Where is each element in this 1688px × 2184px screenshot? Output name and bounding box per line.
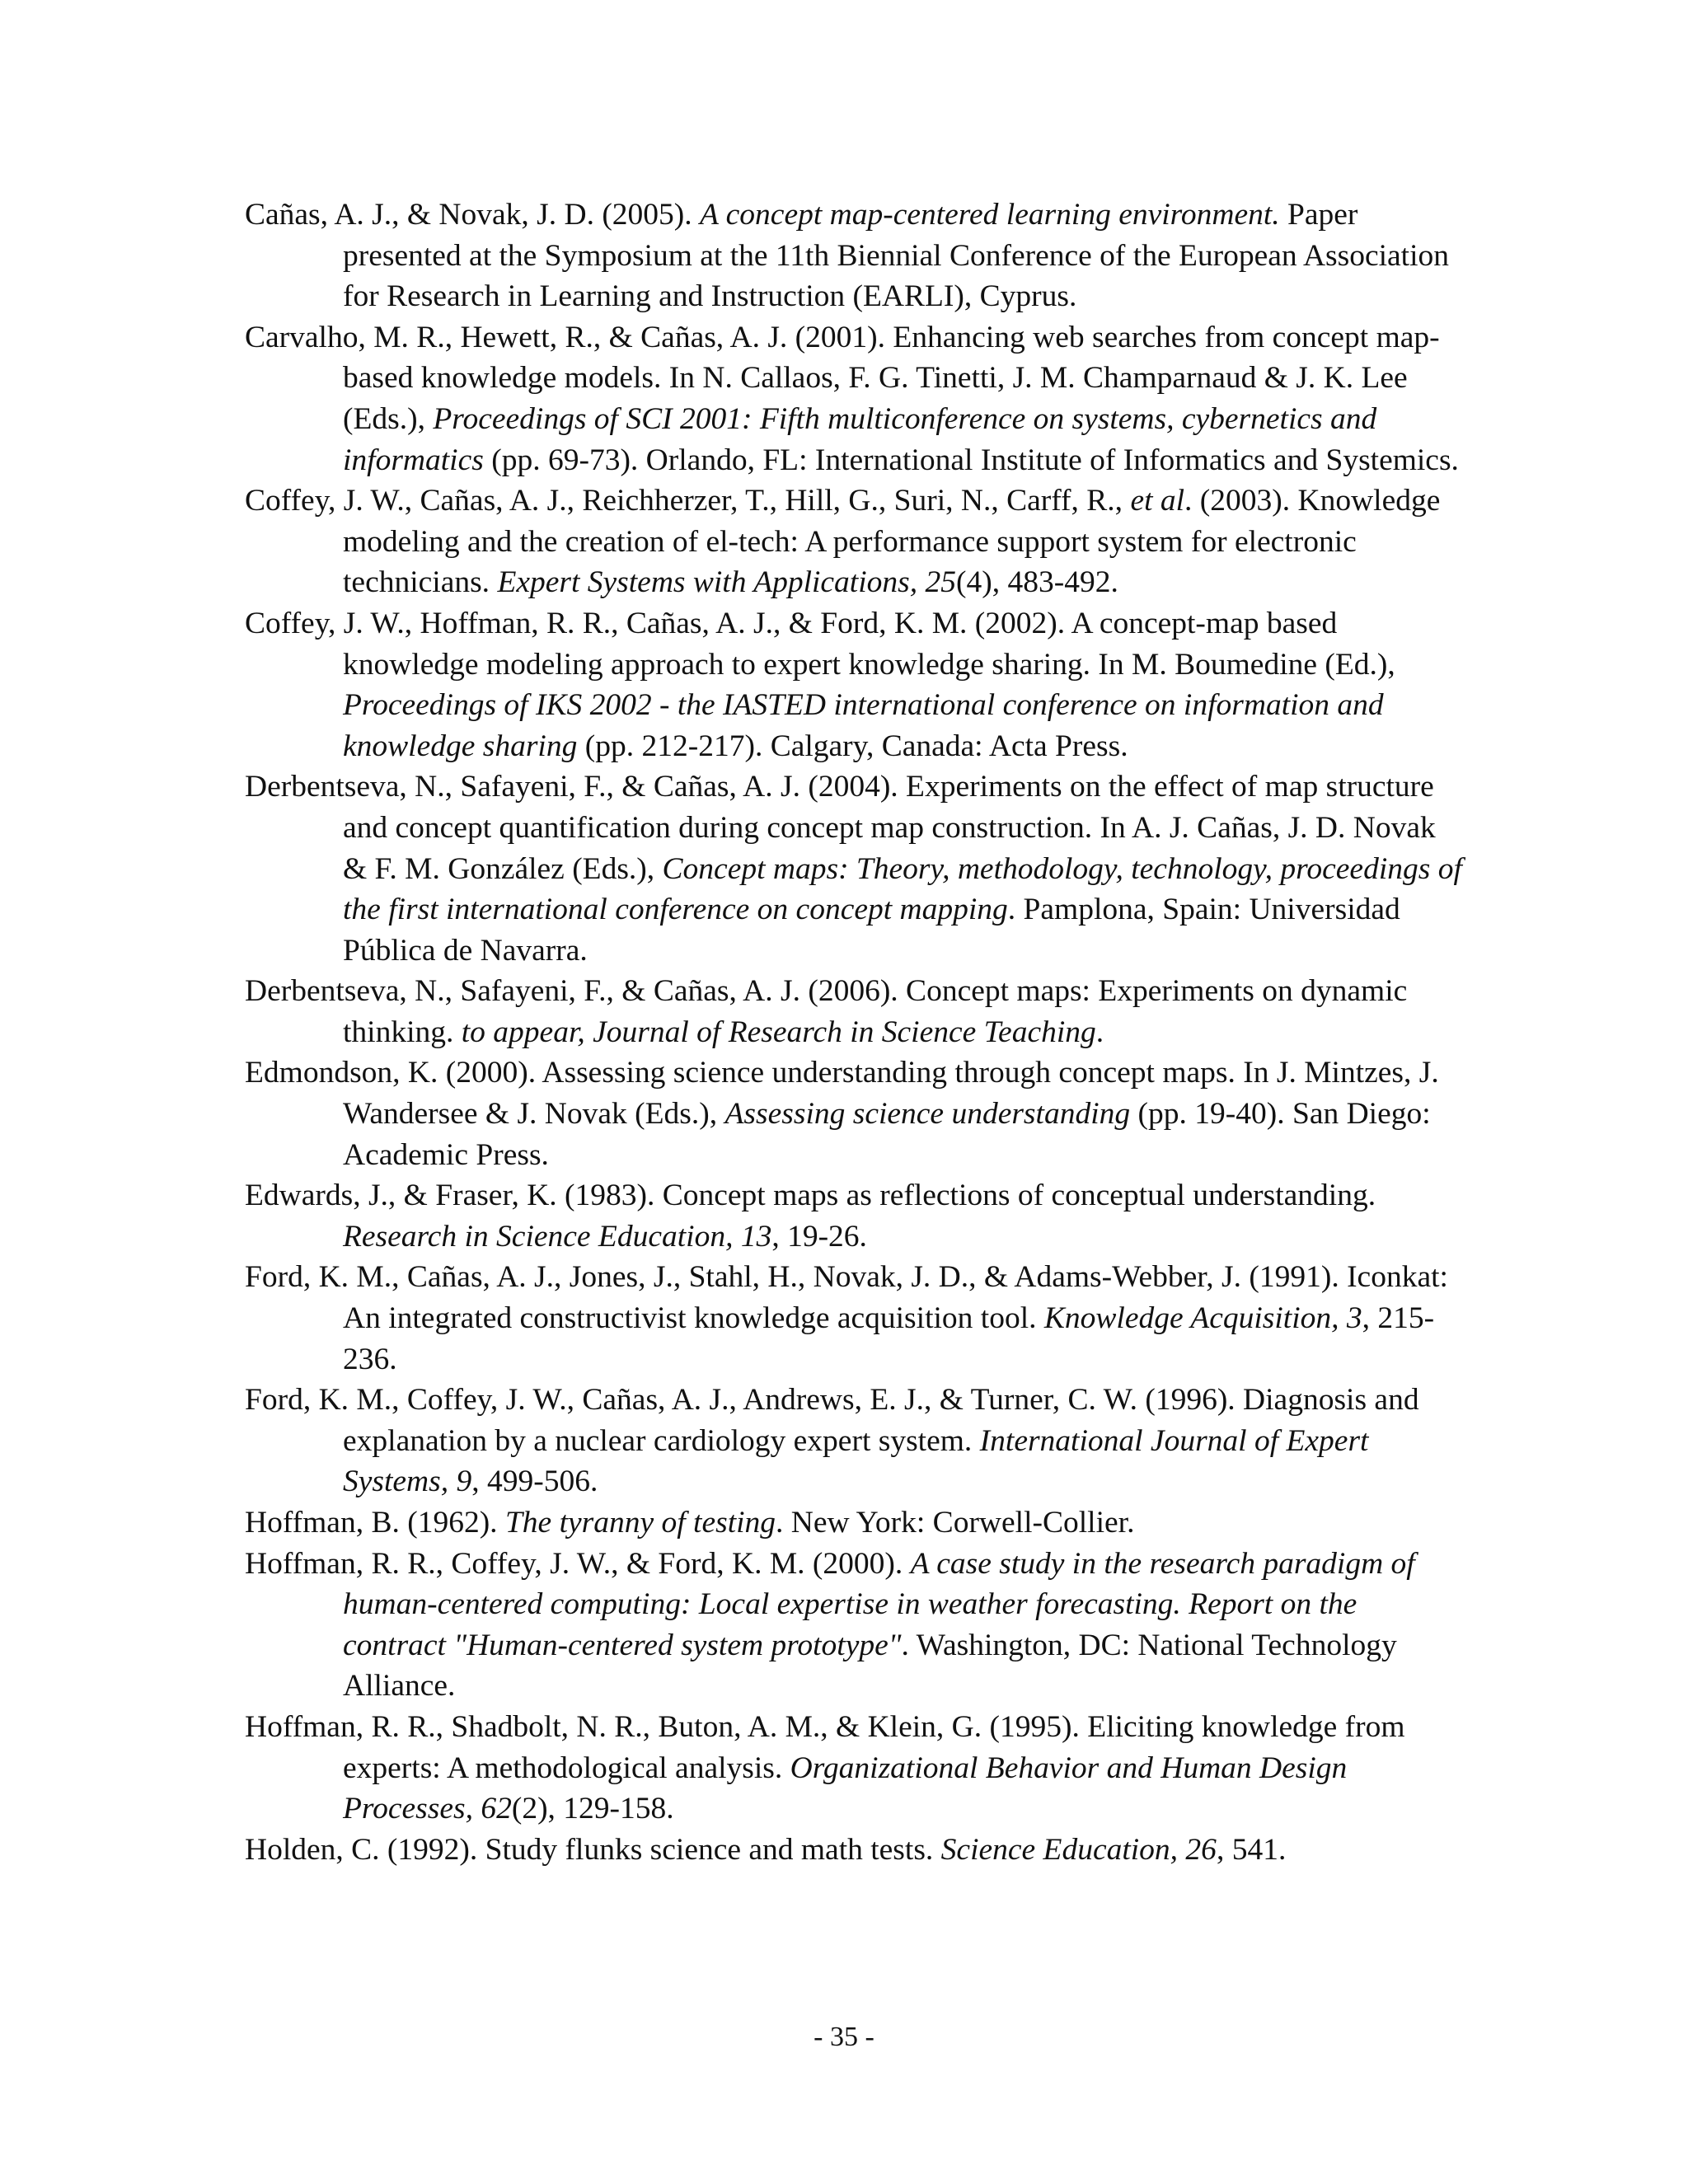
reference-title: Proceedings of SCI 2001: Fifth multiconference on systems, cybernetics and informatics	[343, 401, 1377, 477]
reference-title: et al	[1130, 484, 1185, 518]
reference-entry	[245, 1707, 1463, 1830]
reference-text: . Washington, DC: National Technology Alliance.	[343, 1628, 1397, 1704]
reference-text: Holden, C. (1992). Study flunks science and math tests.	[245, 1832, 941, 1867]
reference-text: Carvalho, M. R., Hewett, R., & Cañas, A. J. (2001). Enhancing web searches from concept map-based knowledge models. In N. Callaos, F. G. Tinetti, J. M. Champarnaud & J. K. Lee (Eds.),	[245, 320, 1440, 436]
reference-entry	[245, 603, 1463, 766]
reference-title: Concept maps: Theory, methodology, technology, proceedings of the first international conference on concept mapping	[343, 851, 1462, 927]
reference-text: Coffey, J. W., Hoffman, R. R., Cañas, A. J., & Ford, K. M. (2002). A concept-map based knowledge modeling approach to expert knowledge sharing. In M. Boumedine (Ed.),	[245, 606, 1395, 682]
reference-text: . Pamplona, Spain: Universidad Pública de Navarra.	[343, 893, 1400, 968]
reference-text: Edwards, J., & Fraser, K. (1983). Concept maps as reflections of conceptual understanding.	[245, 1179, 1376, 1213]
reference-entry	[245, 1257, 1463, 1380]
reference-title: A concept map-centered learning environment.	[700, 198, 1280, 232]
reference-text: . (2003). Knowledge modeling and the creation of el-tech: A performance support system for electronic technicians.	[343, 484, 1441, 600]
reference-text: Coffey, J. W., Cañas, A. J., Reichherzer, T., Hill, G., Suri, N., Carff, R.,	[245, 484, 1131, 518]
reference-list	[245, 194, 1463, 1870]
reference-entry	[245, 194, 1463, 317]
reference-text: (4), 483-492.	[956, 565, 1118, 600]
reference-text: Hoffman, B. (1962).	[245, 1506, 505, 1540]
reference-text: Ford, K. M., Coffey, J. W., Cañas, A. J., Andrews, E. J., & Turner, C. W. (1996). Diagnosis and explanation by a nuclear cardiology expert system.	[245, 1383, 1419, 1458]
reference-text: . New York: Corwell-Collier.	[776, 1506, 1135, 1540]
reference-text: , 19-26.	[771, 1219, 867, 1254]
reference-entry	[245, 1052, 1463, 1175]
reference-text: Paper presented at the Symposium at the 11th Biennial Conference of the European Association for Research in Learning and Instruction (EARLI), Cyprus.	[343, 198, 1450, 314]
reference-text: Derbentseva, N., Safayeni, F., & Cañas, A. J. (2004). Experiments on the effect of map structure and concept quantification during concept map construction. In A. J. Cañas, J. D. Novak & F. M. González (Eds.),	[245, 770, 1436, 886]
reference-text: , 499-506.	[471, 1465, 598, 1499]
reference-entry	[245, 766, 1463, 971]
page-number: - 35 -	[814, 2022, 874, 2052]
reference-text: (pp. 69-73). Orlando, FL: International Institute of Informatics and Systemics.	[483, 443, 1459, 477]
reference-journal: Organizational Behavior and Human Design Processes, 62	[343, 1750, 1348, 1826]
reference-journal: Knowledge Acquisition, 3	[1043, 1301, 1362, 1336]
reference-title: A case study in the research paradigm of human-centered computing: Local expertise in weather forecasting. Report on the contract "Human-centered system prototype"	[343, 1546, 1415, 1662]
reference-text: Hoffman, R. R., Coffey, J. W., & Ford, K. M. (2000).	[245, 1546, 911, 1581]
reference-text: (pp. 212-217). Calgary, Canada: Acta Press.	[577, 729, 1128, 763]
reference-journal: International Journal of Expert Systems, 9	[343, 1423, 1369, 1499]
reference-journal: Science Education, 26	[940, 1832, 1217, 1867]
reference-text: Hoffman, R. R., Shadbolt, N. R., Buton, A. M., & Klein, G. (1995). Eliciting knowledge from experts: A methodological analysis.	[245, 1709, 1405, 1785]
reference-title: The tyranny of testing	[504, 1506, 776, 1540]
reference-title: Assessing science understanding	[724, 1097, 1131, 1132]
reference-text: Edmondson, K. (2000). Assessing science understanding through concept maps. In J. Mintzes, J. Wandersee & J. Novak (Eds.),	[245, 1056, 1439, 1132]
reference-journal: Research in Science Education, 13	[343, 1219, 772, 1254]
reference-text: (2), 129-158.	[511, 1792, 674, 1826]
reference-text: Ford, K. M., Cañas, A. J., Jones, J., Stahl, H., Novak, J. D., & Adams-Webber, J. (1991). Iconkat: An integrated constructivist knowledge acquisition tool.	[245, 1260, 1448, 1336]
reference-entry	[245, 317, 1463, 480]
reference-entry	[245, 1380, 1463, 1502]
reference-entry	[245, 1830, 1463, 1871]
reference-entry	[245, 1544, 1463, 1707]
reference-title: to appear, Journal of Research in Science Teaching	[461, 1015, 1096, 1049]
reference-entry	[245, 1502, 1463, 1544]
reference-text: , 215-236.	[343, 1301, 1435, 1376]
reference-text: (pp. 19-40). San Diego: Academic Press.	[343, 1097, 1431, 1172]
reference-entry	[245, 1175, 1463, 1257]
reference-text: .	[1095, 1015, 1104, 1049]
reference-entry	[245, 971, 1463, 1052]
reference-entry	[245, 480, 1463, 603]
reference-text: Derbentseva, N., Safayeni, F., & Cañas, A. J. (2006). Concept maps: Experiments on dynamic thinking.	[245, 974, 1408, 1049]
reference-title: Proceedings of IKS 2002 - the IASTED international conference on information and knowledge sharing	[343, 688, 1384, 763]
reference-journal: Expert Systems with Applications, 25	[497, 565, 956, 600]
reference-text: Cañas, A. J., & Novak, J. D. (2005).	[245, 198, 701, 232]
reference-text: , 541.	[1216, 1832, 1287, 1867]
